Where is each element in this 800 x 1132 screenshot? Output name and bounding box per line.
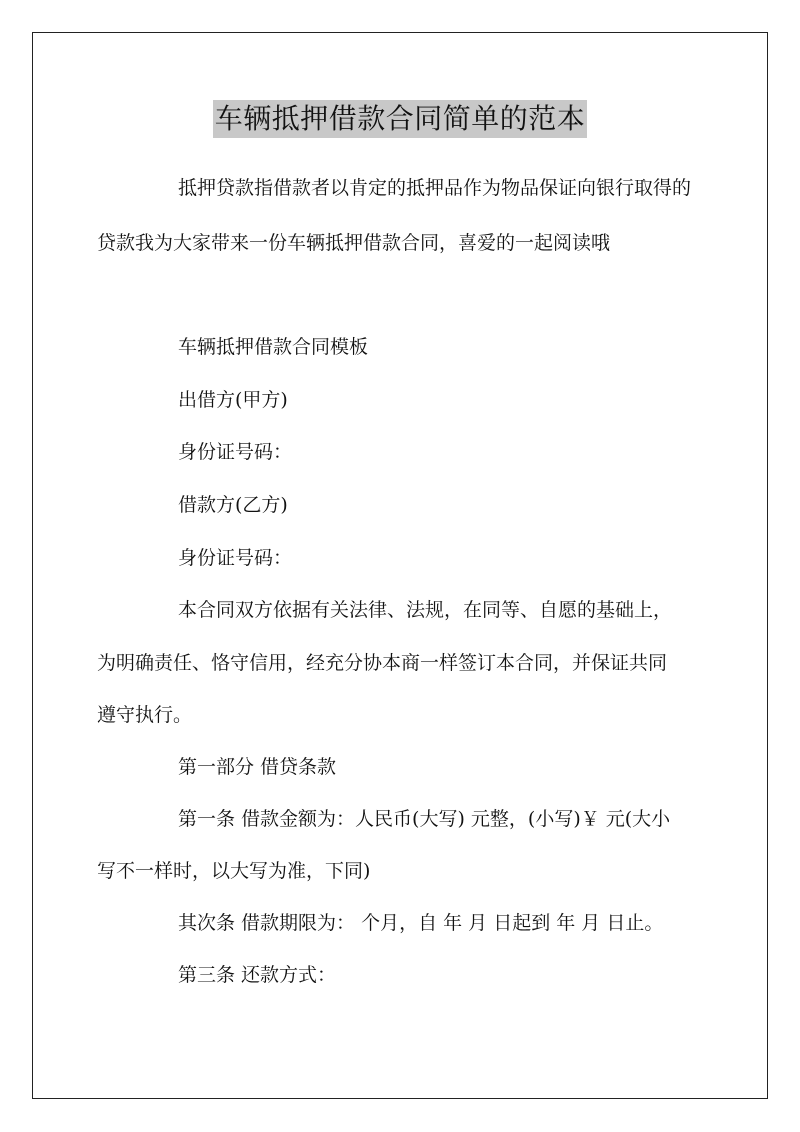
intro-line-1: 抵押贷款指借款者以肯定的抵押品作为物品保证向银行取得的 xyxy=(178,177,692,199)
lender-id-label: 身份证号码： xyxy=(178,441,293,463)
part-one-heading: 第一部分 借贷条款 xyxy=(178,756,337,778)
preamble-line-3: 遵守执行。 xyxy=(97,704,193,726)
article-three: 第三条 还款方式： xyxy=(178,964,337,986)
document-title: 车辆抵押借款合同简单的范本 xyxy=(213,100,588,138)
template-heading: 车辆抵押借款合同模板 xyxy=(178,336,369,358)
preamble-line-1: 本合同双方依据有关法律、法规，在同等、自愿的基础上， xyxy=(178,599,673,621)
article-one-line-2: 写不一样时，以大写为准，下同) xyxy=(97,860,371,882)
borrower-id-label: 身份证号码： xyxy=(178,547,293,569)
borrower-label: 借款方(乙方) xyxy=(178,494,288,516)
preamble-line-2: 为明确责任、恪守信用，经充分协本商一样签订本合同，并保证共同 xyxy=(97,652,668,674)
lender-label: 出借方(甲方) xyxy=(178,389,288,411)
article-one-line-1: 第一条 借款金额为：人民币(大写) 元整，(小写)￥ 元(大小 xyxy=(178,808,671,830)
article-two: 其次条 借款期限为： 个月，自 年 月 日起到 年 月 日止。 xyxy=(178,912,664,934)
title-container xyxy=(0,100,800,138)
intro-line-2: 贷款我为大家带来一份车辆抵押借款合同，喜爱的一起阅读哦 xyxy=(97,232,611,254)
